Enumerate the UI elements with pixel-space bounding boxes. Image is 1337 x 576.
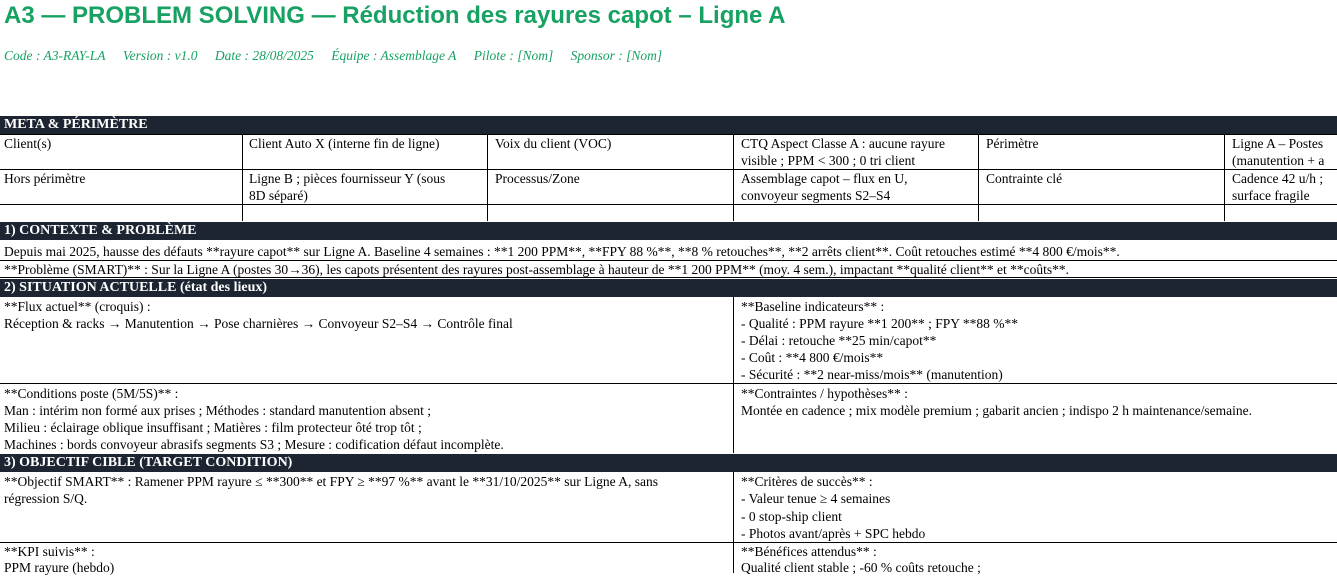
section-header-current-state: 2) SITUATION ACTUELLE (état des lieux) <box>0 279 1337 297</box>
benefits-item: Qualité client stable ; -60 % coûts retouche ; <box>741 560 981 575</box>
criteria-item: - Valeur tenue ≥ 4 semaines <box>741 491 891 506</box>
section-header-context: 1) CONTEXTE & PROBLÈME <box>0 222 1337 240</box>
kpi-item: PPM rayure (hebdo) <box>4 560 115 575</box>
meta-cell-value: CTQ Aspect Classe A : aucune rayure <box>741 136 945 151</box>
meta-cell-value: Assemblage capot – flux en U, <box>741 171 908 186</box>
kpi-title: **KPI suivis** : <box>4 544 95 559</box>
doc-pilot: Pilote : [Nom] <box>473 48 554 63</box>
divider <box>0 204 1337 205</box>
baseline-item: - Coût : **4 800 €/mois** <box>741 350 884 365</box>
constraints-text: Montée en cadence ; mix modèle premium ; gabarit ancien ; indispo 2 h maintenance/semaine. <box>741 403 1252 418</box>
column-divider <box>978 134 979 221</box>
meta-cell-value: Client Auto X (interne fin de ligne) <box>249 136 440 151</box>
divider <box>0 542 1337 543</box>
criteria-title: **Critères de succès** : <box>741 474 873 489</box>
meta-cell-value: Cadence 42 u/h ; <box>1232 171 1324 186</box>
column-divider <box>733 297 734 453</box>
doc-version: Version : v1.0 <box>122 48 198 63</box>
doc-date: Date : 28/08/2025 <box>214 48 314 63</box>
doc-team: Équipe : Assemblage A <box>331 48 457 63</box>
divider <box>0 277 1337 278</box>
conditions-item: Man : intérim non formé aux prises ; Méthodes : standard manutention absent ; <box>4 403 432 418</box>
page-title: A3 — PROBLEM SOLVING — Réduction des rayures capot – Ligne A <box>4 2 786 29</box>
meta-cell-label: Contrainte clé <box>986 171 1063 186</box>
benefits-title: **Bénéfices attendus** : <box>741 544 877 559</box>
criteria-item: - 0 stop-ship client <box>741 509 842 524</box>
divider <box>0 383 1337 384</box>
baseline-item: - Qualité : PPM rayure **1 200** ; FPY **88 %** <box>741 316 1018 331</box>
criteria-item: - Photos avant/après + SPC hebdo <box>741 526 926 541</box>
column-divider <box>733 134 734 221</box>
meta-cell-value: surface fragile <box>1232 188 1310 203</box>
column-divider <box>1224 134 1225 221</box>
section-header-meta: META & PÉRIMÈTRE <box>0 116 1337 134</box>
column-divider <box>242 134 243 221</box>
document-meta <box>4 48 676 64</box>
conditions-item: Milieu : éclairage oblique insuffisant ; Matières : film protecteur ôté trop tôt ; <box>4 420 422 435</box>
meta-cell-value: Ligne A – Postes <box>1232 136 1324 151</box>
doc-code: Code : A3-RAY-LA <box>4 48 106 63</box>
baseline-item: - Délai : retouche **25 min/capot** <box>741 333 937 348</box>
meta-cell-label: Client(s) <box>4 136 52 151</box>
objective-text: régression S/Q. <box>4 491 88 506</box>
meta-cell-value: Ligne B ; pièces fournisseur Y (sous <box>249 171 446 186</box>
objective-text: **Objectif SMART** : Ramener PPM rayure ≤ **300** et FPY ≥ **97 %** avant le **31/10/2025** sur Ligne A, sans <box>4 474 658 489</box>
meta-cell-value: (manutention + a <box>1232 153 1325 168</box>
doc-sponsor: Sponsor : [Nom] <box>570 48 663 63</box>
divider <box>0 134 1337 135</box>
flux-title: **Flux actuel** (croquis) : <box>4 299 151 314</box>
meta-cell-value: visible ; PPM < 300 ; 0 tri client <box>741 153 916 168</box>
meta-cell-label: Périmètre <box>986 136 1039 151</box>
column-divider <box>487 134 488 221</box>
column-divider <box>733 472 734 573</box>
meta-cell-label: Processus/Zone <box>495 171 580 186</box>
conditions-item: Machines : bords convoyeur abrasifs segments S3 ; Mesure : codification défaut incomplète. <box>4 437 504 452</box>
baseline-title: **Baseline indicateurs** : <box>741 299 885 314</box>
section-header-target: 3) OBJECTIF CIBLE (TARGET CONDITION) <box>0 454 1337 472</box>
meta-cell-label: Voix du client (VOC) <box>495 136 612 151</box>
context-text: Depuis mai 2025, hausse des défauts **rayure capot** sur Ligne A. Baseline 4 semaines : **1 200 PPM**, **FPY 88 %**, **8 % retouches**, **2 arrêts client**. Coût retouches estimé **4 800 €/mois**. <box>4 244 1120 259</box>
problem-statement: **Problème (SMART)** : Sur la Ligne A (postes 30→36), les capots présentent des rayures post-assemblage à hauteur de **1 200 PPM** (moy. 4 sem.), impactant **qualité client** et **coûts**. <box>4 262 1069 277</box>
conditions-title: **Conditions poste (5M/5S)** : <box>4 386 179 401</box>
constraints-title: **Contraintes / hypothèses** : <box>741 386 908 401</box>
meta-cell-value: convoyeur segments S2–S4 <box>741 188 891 203</box>
meta-cell-value: 8D séparé) <box>249 188 308 203</box>
divider <box>0 169 1337 170</box>
meta-cell-label: Hors périmètre <box>4 171 86 186</box>
flux-text: Réception & racks → Manutention → Pose charnières → Convoyeur S2–S4 → Contrôle final <box>4 316 513 331</box>
baseline-item: - Sécurité : **2 near-miss/mois** (manutention) <box>741 367 1003 382</box>
